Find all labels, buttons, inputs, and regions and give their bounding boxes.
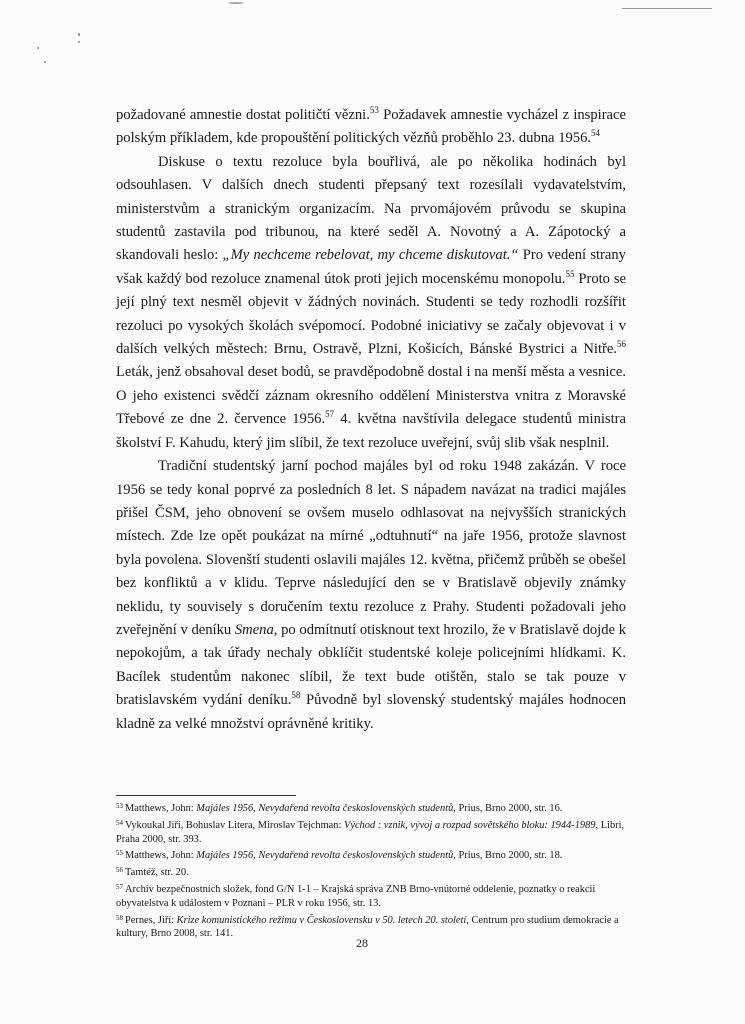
text-run: Proto se její plný text nesměl objevit v žádných novinách. Studenti se tedy rozhodli rozšířit rezoluci po vysokých školách svépomocí. Podobné iniciativy se začaly objevovat i v dalších velkých městech: Brnu, Ostravě, Plzni, Košicích, Bánské Bystrici a Nitře.	[116, 270, 627, 358]
footnote-reference: 57	[325, 409, 335, 420]
scan-artifact-dot	[78, 41, 80, 43]
footnote-reference: 56	[617, 339, 626, 350]
footnote-number: 53	[116, 802, 123, 810]
paragraph	[116, 455, 626, 736]
footnotes	[116, 800, 626, 942]
text-run: Požadavek amnestie vycházel z inspirace polským příkladem, kde propouštění politických vězňů proběhlo 23. dubna 1956.	[116, 107, 626, 147]
text-run: , po odmítnutí otisknout text hrozilo, že v Bratislavě dojde k nepokojům, a tak úřady nechaly obklíčit studentské koleje policejními hlídkami. K. Bacílek studentům nakonec slíbil, že text bude otištěn, stalo se tak pouze v bratislavském vydání deníku.	[116, 621, 626, 709]
scan-artifact-line	[622, 8, 712, 9]
footnote-number: 56	[116, 866, 123, 875]
italic-text: „My nechceme rebelovat, my chceme diskutovat.“	[222, 247, 519, 264]
footnote-reference: 55	[565, 268, 575, 279]
footnote-separator	[116, 795, 296, 796]
footnote-number: 54	[116, 818, 123, 827]
text-run: , Prius, Brno 2000, str. 16.	[453, 803, 563, 814]
footnote	[116, 847, 626, 863]
text-run: Diskuse o textu rezoluce byla bouřlivá, ale po několika hodinách byl odsouhlasen. V dalších dnech studenti přepsaný text rozesílali vydavatelstvím, ministerstvům a stranickým organizacím. Na prvomájovém průvodu se skupina studentů zastavila pod tribunou, na které seděl A. Novotný a A. Zápotocký a skandovali heslo:	[116, 153, 626, 264]
text-run: , Centrum pro studium demokracie a kultury, Brno 2008, str. 141.	[116, 914, 619, 940]
footnote-number: 57	[116, 882, 123, 891]
italic-text: Majáles 1956, Nevydařená revolta československých studentů	[196, 850, 454, 862]
scan-artifact-dot	[37, 47, 39, 49]
text-run: Původně byl slovenský studentský majáles hodnocen kladně za velké množství oprávněné kritiky.	[116, 692, 626, 732]
italic-text: Majáles 1956, Nevydařená revolta československých studentů	[196, 803, 454, 814]
text-run: , Libri, Praha 2000, str. 393.	[116, 819, 625, 845]
footnote	[116, 800, 626, 816]
scan-artifact-dot	[228, 2, 244, 4]
footnote-number: 55	[116, 849, 123, 858]
text-run: požadované amnestie dostat političtí vězni.	[116, 107, 370, 123]
footnote	[116, 864, 626, 880]
scan-artifact-dot	[44, 61, 46, 63]
paragraph	[116, 151, 626, 455]
body-text	[116, 104, 626, 736]
italic-text: Smena	[234, 621, 274, 638]
footnote-reference: 58	[291, 690, 301, 701]
italic-text: Východ : vznik, vývoj a rozpad sovětského bloku: 1944-1989	[343, 819, 596, 831]
italic-text: Krize komunistického režimu v Československu v 50. letech 20. století	[176, 914, 467, 926]
text-run: Archiv bezpečnostních složek, fond G/N 1-1 – Krajská správa ZNB Brno-vnútorné oddelenie, poznatky o reakcii obyvatelstva k událostem v Poznani – PLR v roku 1956, str. 13.	[116, 883, 596, 909]
footnote-reference: 54	[591, 128, 601, 139]
page-number: 28	[356, 936, 368, 950]
text-run: Tradiční studentský jarní pochod majáles byl od roku 1948 zakázán. V roce 1956 se tedy konal poprvé za posledních 8 let. S nápadem navázat na tradici majáles přišel ČSM, jeho obnovení se ovšem muselo odhlasovat na nejvyšších stranických místech. Zde lze opět poukázat na mírné „odtuhnutí“ na jaře 1956, protože slavnost byla povolena. Slovenští studenti oslavili majáles 12. května, přičemž průběh se obešel bez konfliktů a v klidu. Teprve následující den se v Bratislavě objevily známky neklidu, ty souvisely s doručením textu rezoluce z Prahy. Studenti požadovali jeho zveřejnění v deníku	[116, 458, 626, 638]
text-run: Vykoukal Jiří, Bohuslav Litera, Miroslav Tejchman:	[125, 819, 344, 831]
footnote	[116, 817, 626, 847]
text-run: 4. května navštívila delegace studentů ministra školství F. Kahudu, který jim slíbil, že text rezoluce uveřejní, svůj slib však nesplnil.	[116, 411, 627, 451]
text-run: Leták, jenž obsahoval deset bodů, se pravděpodobně dostal i na menší města a vesnice. O jeho existenci svědčí záznam okresního oddělení Ministerstva vnitra z Moravské Třebové ze dne 2. července 1956.	[116, 364, 626, 428]
footnote-reference: 53	[369, 105, 379, 115]
text-run: Pernes, Jiří:	[125, 914, 177, 926]
text-run: , Prius, Brno 2000, str. 18.	[453, 850, 563, 862]
text-run: Matthews, John:	[125, 803, 197, 814]
scan-artifact-dot	[78, 33, 80, 36]
text-run: Matthews, John:	[125, 850, 197, 862]
footnote-number: 58	[116, 913, 123, 922]
footnote	[116, 881, 626, 911]
text-run: Pro vedení strany však každý bod rezoluce znamenal útok proti jejich mocenskému monopolu.	[116, 247, 626, 287]
footnote	[116, 912, 626, 942]
text-run: Tamtéž, str. 20.	[125, 867, 189, 879]
paragraph	[116, 104, 626, 151]
